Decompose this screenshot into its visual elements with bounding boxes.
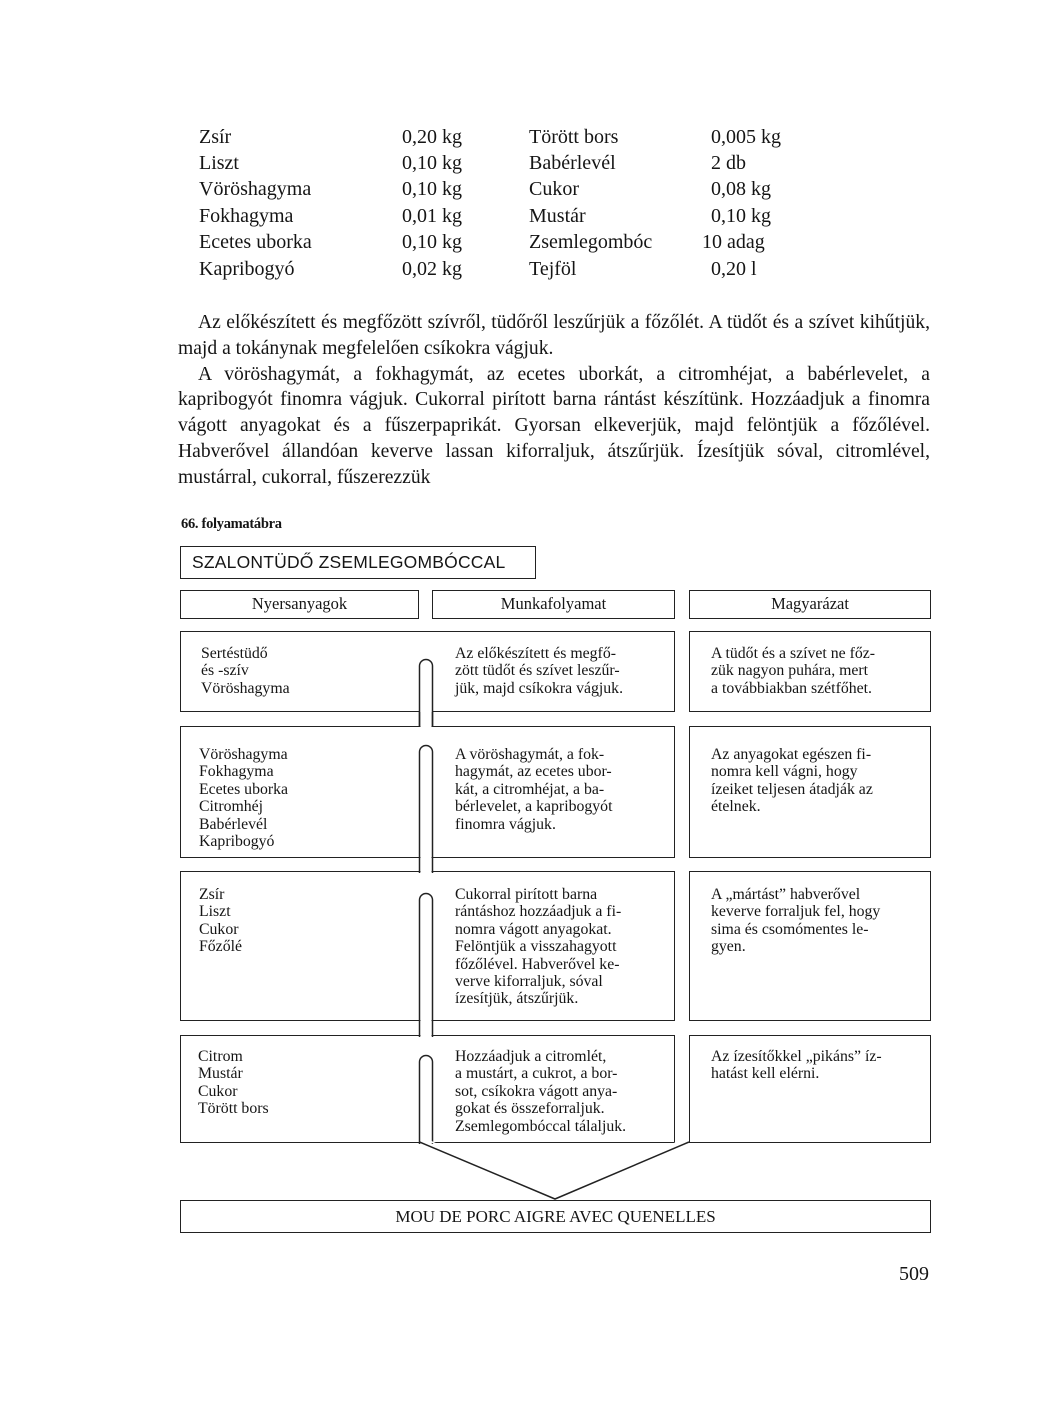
- ingredient-line: Citromhéj: [199, 798, 264, 816]
- explanation-line: ételnek.: [711, 798, 761, 816]
- process-line: A vöröshagymát, a fok-: [455, 746, 605, 763]
- process-line: Az előkészített és megfő-: [455, 645, 616, 662]
- ingredient-qty: 0,20 kg: [402, 126, 462, 148]
- process-line: gokat és összeforraljuk.: [455, 1100, 605, 1118]
- process-line: sot, csíkokra vágott anya-: [455, 1082, 618, 1100]
- process-line: Felöntjük a visszahagyott: [455, 938, 617, 956]
- ingredient-name: Babérlevél: [529, 152, 616, 174]
- process-line: ízesítjük, átszűrjük.: [455, 990, 579, 1008]
- process-line: rántáshoz hozzáadjuk a fi-: [455, 903, 622, 921]
- ingredient-line: Sertéstüdő: [201, 645, 268, 662]
- ingredient-name: Vöröshagyma: [199, 178, 312, 200]
- ingredient-qty: 0,08 kg: [711, 178, 771, 200]
- ingredient-line: Törött bors: [198, 1100, 269, 1118]
- ingredient-line: és -szív: [201, 662, 249, 680]
- ingredient-qty: 0,10 kg: [402, 152, 462, 174]
- ingredient-line: Babérlevél: [199, 815, 268, 833]
- explanation-line: Az ízesítőkkel „pikáns” íz-: [711, 1048, 882, 1065]
- ingredient-line: Fokhagyma: [199, 763, 274, 781]
- ingredient-name: Liszt: [199, 152, 239, 174]
- explanation-line: zük nagyon puhára, mert: [711, 662, 869, 680]
- process-line: verve kiforraljuk, sóval: [455, 973, 603, 991]
- figure-caption: 66. folyamatábra: [181, 516, 282, 532]
- paragraph: Az előkészített és megfőzött szívről, tüdőről leszűrjük a főzőlét. A tüdőt és a szívet kihűtjük, majd a tokánynak megfelelően csíkokra vágjuk.: [178, 312, 930, 359]
- ingredient-name: Zsemlegombóc: [529, 231, 653, 253]
- process-line: hagymát, az ecetes ubor-: [455, 763, 612, 781]
- paragraph: A vöröshagymát, a fokhagymát, az ecetes uborkát, a citromhéjat, a babérlevelet, a kapribogyót finomra vágjuk. Cukorral pirított barna rántást készítünk. Hozzáadjuk a finomra vágott anyagokat és a fűszerpaprikát. Gyorsan elkeverjük, majd felöntjük a főzőlével. Habverővel állandóan keverve lassan kiforraljuk, átszűrjük. Ízesítjük sóval, citromlével, mustárral, cukorral, fűszerezzük: [178, 363, 930, 488]
- process-line: Zsemlegombóccal tálaljuk.: [455, 1117, 627, 1135]
- ingredient-line: Citrom: [198, 1048, 243, 1065]
- ingredient-line: Mustár: [198, 1065, 243, 1083]
- result-arrow: [420, 1142, 690, 1199]
- explanation-line: nomra kell vágni, hogy: [711, 763, 858, 781]
- process-line: Cukorral pirított barna: [455, 886, 598, 903]
- process-line: kát, a citromhéjat, a ba-: [455, 780, 605, 798]
- ingredient-line: Vöröshagyma: [201, 679, 290, 697]
- ingredient-line: Liszt: [199, 903, 231, 921]
- ingredient-qty: 0,02 kg: [402, 258, 462, 280]
- ingredient-name: Fokhagyma: [199, 205, 294, 227]
- ingredient-line: Zsír: [199, 886, 225, 903]
- ingredient-line: Főzőlé: [199, 938, 242, 956]
- ingredient-name: Zsír: [199, 126, 232, 148]
- process-line: zött tüdőt és szívet leszűr-: [455, 662, 620, 680]
- ingredient-line: Cukor: [198, 1082, 238, 1100]
- process-line: főzőlével. Habverővel ke-: [455, 955, 620, 973]
- process-line: bérlevelet, a kapribogyót: [455, 798, 613, 816]
- page-number: 509: [899, 1263, 929, 1285]
- ingredient-name: Kapribogyó: [199, 258, 295, 280]
- ingredient-name: Törött bors: [529, 126, 619, 148]
- explanation-line: A tüdőt és a szívet ne főz-: [711, 645, 876, 662]
- header-process: Munkafolyamat: [432, 590, 675, 619]
- explanation-line: Az anyagokat egészen fi-: [711, 746, 872, 763]
- ingredient-name: Ecetes uborka: [199, 231, 312, 253]
- ingredient-qty: 10 adag: [702, 231, 765, 253]
- ingredient-line: Vöröshagyma: [199, 746, 288, 763]
- header-explanation: Magyarázat: [689, 590, 931, 619]
- explanation-line: ízeiket teljesen átadják az: [711, 780, 873, 798]
- ingredient-name: Tejföl: [529, 258, 577, 280]
- result-dish: MOU DE PORC AIGRE AVEC QUENELLES: [180, 1200, 931, 1233]
- ingredient-qty: 0,10 kg: [711, 205, 771, 227]
- explanation-line: gyen.: [711, 938, 746, 956]
- flowchart-title: SZALONTÜDŐ ZSEMLEGOMBÓCCAL: [180, 546, 536, 579]
- ingredient-name: Mustár: [529, 205, 586, 227]
- ingredient-qty: 0,01 kg: [402, 205, 462, 227]
- explanation-line: keverve forraljuk fel, hogy: [711, 903, 881, 921]
- header-ingredients: Nyersanyagok: [180, 590, 419, 619]
- explanation-line: a továbbiakban szétfőhet.: [711, 679, 872, 697]
- explanation-line: A „mártást” habverővel: [711, 886, 861, 903]
- ingredient-qty: 0,20 l: [711, 258, 757, 280]
- ingredient-qty: 0,10 kg: [402, 178, 462, 200]
- process-line: nomra vágott anyagokat.: [455, 920, 612, 938]
- process-line: a mustárt, a cukrot, a bor-: [455, 1065, 618, 1083]
- ingredient-line: Ecetes uborka: [199, 780, 289, 798]
- ingredient-line: Cukor: [199, 920, 239, 938]
- process-line: Hozzáadjuk a citromlét,: [455, 1048, 607, 1065]
- ingredient-qty: 0,005 kg: [711, 126, 781, 148]
- ingredient-qty: 2 db: [711, 152, 746, 174]
- ingredient-name: Cukor: [529, 178, 579, 200]
- explanation-line: sima és csomómentes le-: [711, 920, 869, 938]
- ingredient-line: Kapribogyó: [199, 833, 275, 851]
- connector-tube: [420, 660, 433, 713]
- explanation-line: hatást kell elérni.: [711, 1065, 820, 1083]
- ingredient-qty: 0,10 kg: [402, 231, 462, 253]
- process-line: jük, majd csíkokra vágjuk.: [455, 679, 624, 697]
- process-line: finomra vágjuk.: [455, 815, 556, 833]
